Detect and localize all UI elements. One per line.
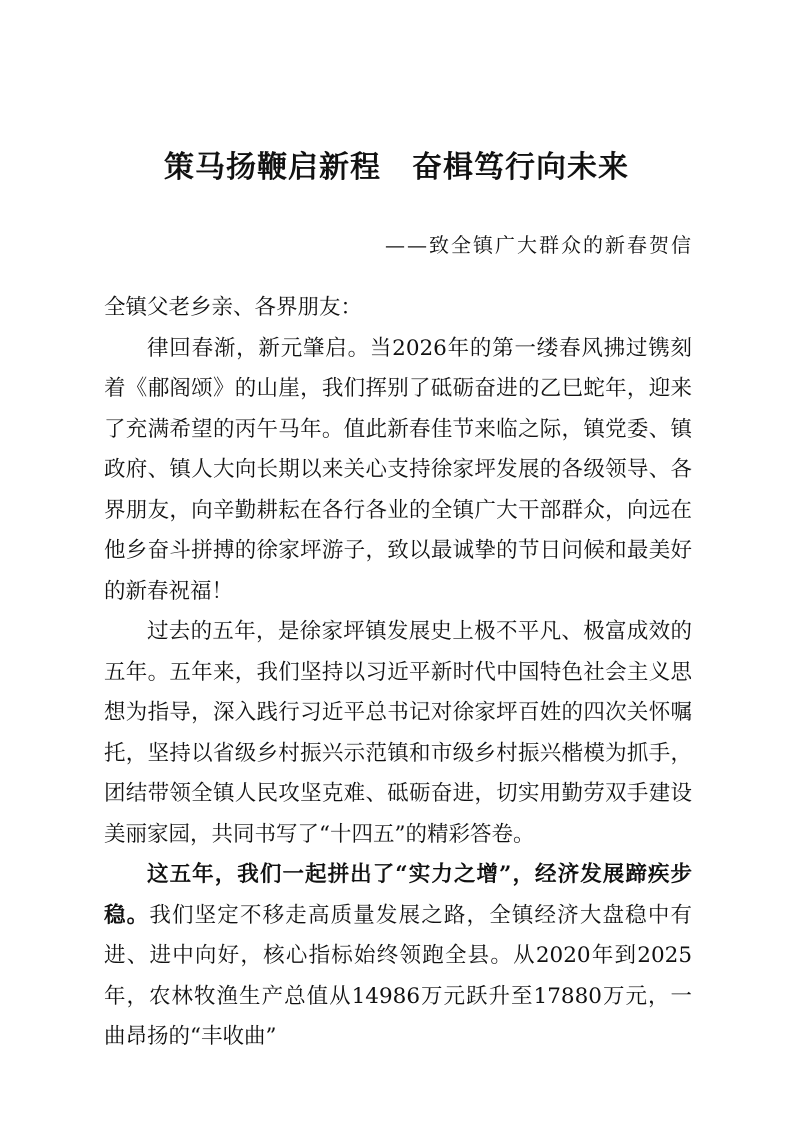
document-title: 策马扬鞭启新程 奋楫笃行向未来	[164, 150, 629, 185]
salutation: 全镇父老乡亲、各界朋友：	[104, 295, 363, 320]
document-subtitle: ——致全镇广大群众的新春贺信	[385, 233, 693, 257]
paragraph-2: 过去的五年，是徐家坪镇发展史上极不平凡、极富成效的五年。五年来，我们坚持以习近平新时代中国特色社会主义思想为指导，深入践行习近平总书记对徐家坪百姓的四次关怀嘱托，坚持以省级乡村振兴示范镇和市级乡村振兴楷模为抓手，团结带领全镇人民攻坚克难、砥砺奋进，切实用勤劳双手建设美丽家园，共同书写了“十四五”的精彩答卷。	[104, 619, 692, 847]
paragraph-1: 律回春渐，新元肇启。当2026年的第一缕春风拂过镌刻着《郙阁颂》的山崖，我们挥别了砥砺奋进的乙巳蛇年，迎来了充满希望的丙午马年。值此新春佳节来临之际，镇党委、镇政府、镇人大向长期以来关心支持徐家坪发展的各级领导、各界朋友，向辛勤耕耘在各行各业的全镇广大干部群众，向远在他乡奋斗拼搏的徐家坪游子，致以最诚挚的节日问候和最美好的新春祝福！	[104, 335, 692, 604]
paragraph-3-body: 我们坚定不移走高质量发展之路，全镇经济大盘稳中有进、进中向好，核心指标始终领跑全县。从2020年到2025年，农林牧渔生产总值从14986万元跃升至17880万元，一曲昂扬的“丰收曲”	[104, 902, 692, 1049]
paragraph-3-lead: 这五年，我们一起拼出了“实力之增”，经济发展蹄疾步稳。	[104, 862, 692, 928]
document-body	[104, 288, 692, 1058]
paragraph-3	[104, 855, 692, 1058]
